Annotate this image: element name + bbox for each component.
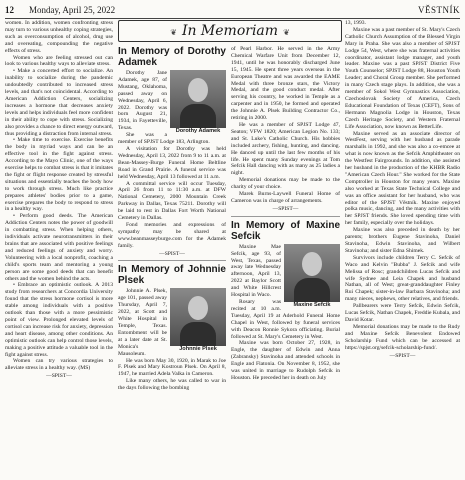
paragraph: of Pearl Harbor. He served in the Army Chemical Warfare Unit from December 12, 1941, until he was honorably discharged June 15, 1945. He spent three years overseas in the European Theatre and was awarded the EAME Medal with three bronze stars, the Victory Medal, and the good conduct medal. After serving his country, he worked in Temple as a carpenter and in 1950, he formed and operated the Johnnie A. Plsek Building Contractor Co., retiring in 2000.	[231, 46, 340, 122]
paragraph: Like many others, he was called to war in the days following the bombing	[118, 378, 226, 392]
page-number: 12	[5, 5, 14, 15]
section-separator: —SPIST—	[272, 205, 299, 212]
paragraph: • Embrace an optimistic outlook. A 2013 study from researchers at Concordia University found that the stress hormone cortisol is more stable among individuals with a positive outlook than those with a more pessimistic point of view. Prolonged elevated levels of cortisol can increase risk for anxiety, depression and heart disease, among other conditions. An optimistic outlook can help control those levels, making a positive attitude a valuable tool in the fight against stress.	[5, 282, 113, 358]
paragraph: He was born May 30, 1920, in Marak to Joe F. Plsek and Mary Kostroun Plsek. On April 8, 1947, he married Adela Valka in Cameron.	[118, 357, 226, 378]
paragraph: A visitation for Dorothy was held Wednesday, April 13, 2022 from 9 to 11 a.m. at Bean-Massey-Burge Funeral Home Beltline Road in Grand Prairie. A funeral service was held Wednesday, April 13 followed at 11 a.m.	[118, 145, 226, 180]
paragraph: • Perform good deeds. The American Addiction Centers notes the power of goodwill in combatting stress. When helping others, individuals activate neurotransmitters in their brains that are associated with positive feelings and reduced feelings of anxiety and worry. Volunteering with a local nonprofit, coaching a child's sports team and mentoring a young person are some good deeds that can benefit others and the women behind the acts.	[5, 213, 113, 282]
section-separator: —SPIST—	[159, 250, 185, 257]
paragraph: Maxine was a past member of St. Mary's Czech Catholic Church Assumption of the Blessed Virgin Mary in Praha. She was also a member of SPJST Lodge 54, West, where she was fraternal activities coordinator, assistant lodge manager, and youth leader. Maxine was a past SPJST District Five Youth Counselor; SPJST Lodge 88, Houston Youth Leader; and Choral Group member. She performed in many Czech stage plays. In addition, she was a member of Sokol West Gymnastics Association, Czechoslovak Society of America, Czech Educational Foundation of Texas (CEFT), Sons of Hermann Magnolia Lodge in Houston, Texas Czech Heritage Society, and Western Fraternal Life Association, now known as BetterLife.	[345, 26, 460, 130]
paragraph: Survivors include children Terry C. Sefcik of Waco and Kelvin "Bubba" J. Sefcik and wife Melissa of Rosc; grandchildren Lucas Sefcik and wife Sydnee and Leia Chapek and husband Nathan, all of West; great-granddaughter Finley Rui Chapek; sister-in-law Barbara Stavinoha; and many nieces, nephews, other relatives, and friends.	[345, 254, 460, 303]
obituary-column-b	[118, 46, 226, 476]
paragraph: Maxine was also preceded in death by her parents; brothers Eugene Stavinoha, Daniel Stavinoha, Edwin Stavinoha, and Wilbert Stavinoha; and sister Edna Shimek.	[345, 227, 460, 254]
obituary-heading: In Memory of Johnnie Plsek	[118, 264, 226, 287]
paragraph: 13, 1993.	[345, 20, 366, 26]
portrait-image	[170, 288, 226, 346]
paragraph: Maxine served as an associate director of WestFest, serving with her husband as parade marshalls in 1992, and she was also a co-emcee at what is now known as the Sefcik Amphitheater on the Westfest Fairgrounds. In addition, she assisted her husband in the production of the KHBR Radio "American Czech Hour." She worked for the State Comptroller in Houston for many years. Maxine also worked at Texas State Technical College and was an office assistant for her husband, who was editor of the SPJST Věstník. Maxine enjoyed polka music, dancing, and the many activities with her SPJST friends. She loved spending time with her family, especially over the holidays.	[345, 130, 460, 227]
portrait-photo	[284, 244, 340, 309]
section-separator: —SPIST—	[46, 373, 72, 380]
section-separator: —SPIST—	[389, 352, 416, 359]
ornament-icon: ❦	[170, 28, 177, 37]
portrait-image	[284, 244, 340, 302]
paragraph: Johnnie A. Plsek, age 101, passed away Thursday, April 7, 2022, at Scott and White Hospital in Temple, Texas. Entombment will be at a later date at St. Monica's Mausoleum.	[118, 288, 167, 357]
ornament-icon: ❦	[283, 28, 290, 37]
paragraph: women. In addition, women confronting stress may turn to various unhealthy coping strategies, such as overconsumption of alcohol, drug use and overeating, compounding the negative effects of stress.	[5, 20, 113, 54]
paragraph: Dorothy Jane Adamek, age 87, of Mustang, Oklahoma, passed away on Wednesday, April 6, 2022. Dorothy was born August 21, 1934, in Fayetteville, Texas.	[118, 70, 167, 132]
paragraph: • Make a concerted effort to socialize. An inability to socialize during the pandemic undoubtedly contributed to increased stress levels, and that's not coincidental. According to American Addiction Centers, socializing increases a hormone that decreases anxiety levels and helps individuals feel more confident in their ability to cope with stress. Socializing also provides a chance to direct energy outward, thus providing a distraction from internal stress.	[5, 68, 113, 137]
paragraph: Maxine Mae Sefcik, age 93, of West, Texas, passed away late Wednesday afternoon, April 13, 2022 at Baylor Scott and White Hillcrest Hospital in Waco.	[231, 243, 281, 299]
paragraph: Fond memories and expressions of sympathy may be shared at www.beanmasseyburge.com for the Adamek family.	[118, 221, 226, 249]
paragraph: Pallbearers were Terry Sefcik, Edwin Sefcik, Lucas Sefcik, Nathan Chapek, Freddie Kubala, and David Kotar.	[345, 303, 460, 323]
paragraph: Women who are feeling stressed out can look to various healthy ways to alleviate stress.	[5, 54, 113, 68]
obituary-heading: In Memory of Dorothy Adamek	[118, 46, 226, 68]
paragraph: She was a member of SPJST Lodge 183, Arlington.	[118, 132, 210, 146]
issue-date: Monday, April 25, 2022	[29, 5, 116, 15]
paragraph: Women can try various strategies to alleviate stress in a healthy way. (MS)	[5, 358, 113, 372]
banner-title: In Memoriam	[181, 23, 279, 39]
stress-article	[5, 20, 113, 476]
publication-name: VĚSTNÍK	[418, 5, 460, 15]
in-memoriam-banner	[118, 20, 342, 42]
obituary-column-d	[345, 20, 460, 476]
obituary-column-c	[231, 46, 340, 476]
paragraph: Memorial donations may be made to the Rudy and Maxine Sefcik Benevolent Endowed Scholarship Fund which can be accessed at https://spjst.org/sefcik-scholarship-fund/.	[345, 323, 460, 351]
divider	[231, 216, 340, 217]
divider	[118, 260, 226, 261]
portrait-photo	[170, 288, 226, 353]
paragraph: Memorial donations may be made to the charity of your choice.	[231, 177, 340, 191]
paragraph: He was a member of SPJST Lodge 47, Seaton; VFW 1820; American Legion No. 133; and St. Luke's Catholic Church. His hobbies included archery, fishing, hunting, and dancing. He danced up until the last few months of his life. He spent many Sunday evenings at Tom Sefcik Hall dancing with as many as 25 ladies a night.	[231, 121, 340, 177]
portrait-image	[170, 70, 226, 128]
portrait-photo	[170, 70, 226, 135]
paragraph: Rosary was recited at 10 a.m. Tuesday, April 19 at Aderhold Funeral Home Chapel in West, followed by funeral services with Deacon Ronnie Sykora officiating. Burial followed at St. Mary's Cemetery in West.	[231, 299, 340, 340]
paragraph: Marek Burns-Laywell Funeral Home of Cameron was in charge of arrangements.	[231, 191, 340, 204]
paragraph: Maxine was born October 27, 1928, in Engle, the daughter of Edwin and Anna (Zabransky) Stavinoha and attended schools in Engle and Flatonia. On November 8, 1952, she was united in marriage to Rudolph Sefcik in Houston. He preceded her in death on July	[231, 340, 340, 381]
photo-caption: Maxine Sefcik	[293, 301, 331, 308]
obituary-heading: In Memory of Maxine Sefcik	[231, 219, 340, 242]
page-header	[5, 4, 460, 19]
photo-caption: Johnnie Plsek	[179, 346, 217, 353]
paragraph: A committal service will occur Tuesday, April 26 from 11 to 11:30 a.m. at DFW National Cemetery, 2000 Mountain Creek Parkway in Dallas, Texas 75211. Dorothy will be laid to rest in Dallas Fort Worth National Cemetery in Dallas.	[118, 180, 226, 222]
paragraph: • Make time to exercise. Exercise benefits the body in myriad ways and can be an effective tool in the fight against stress. According to the Mayo Clinic, one of the ways exercise helps to combat stress is that it imitates the fight or flight response created by stressful situations and essentially teaches the body how to work through stress. Much like practice prepares athletes' bodies prior to a game, exercise prepares the body to respond to stress in a healthy way.	[5, 137, 113, 213]
photo-caption: Dorothy Adamek	[175, 128, 221, 134]
